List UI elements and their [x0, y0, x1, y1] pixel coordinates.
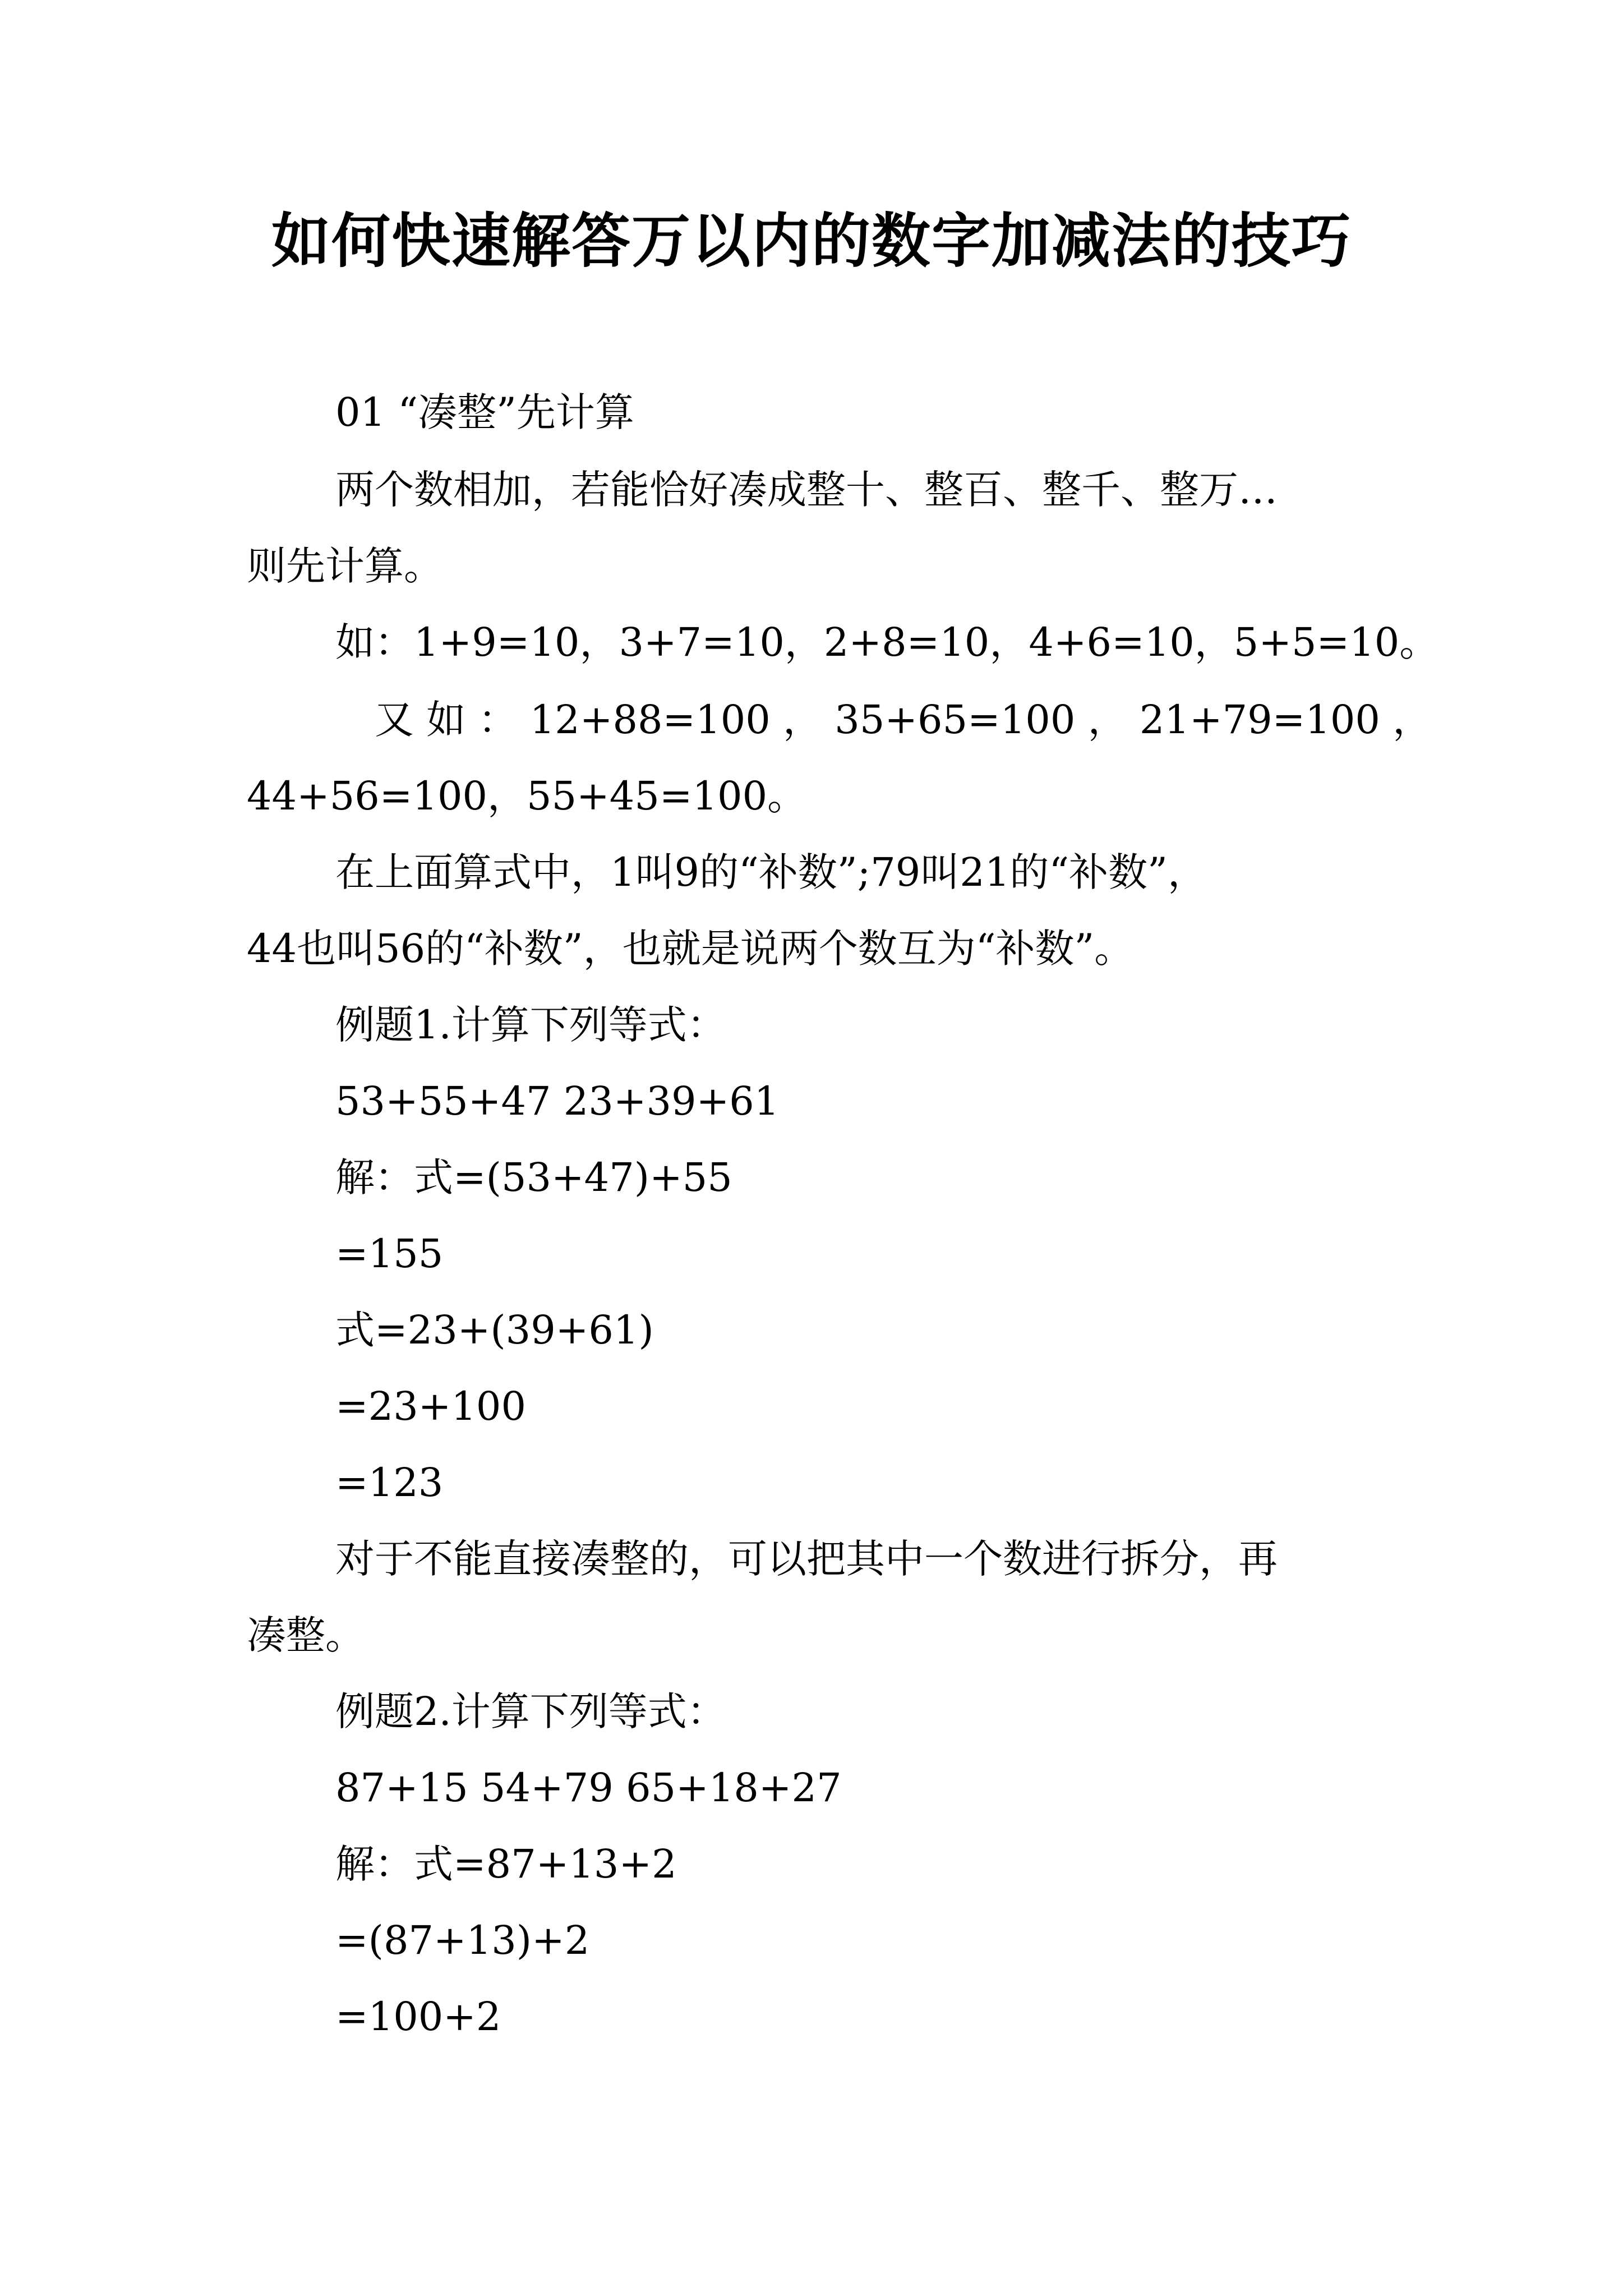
formula-line: 解：式=(53+47)+55: [335, 1154, 732, 1200]
paragraph-line: 凑整。: [247, 1612, 365, 1658]
formula-line: =23+100: [335, 1383, 526, 1429]
paragraph-line: 如：1+9=10，3+7=10，2+8=10，4+6=10，5+5=10。: [335, 619, 1439, 665]
example-heading: 例题1.计算下列等式：: [335, 1002, 726, 1048]
paragraph-line: 对于不能直接凑整的，可以把其中一个数进行拆分，再: [335, 1536, 1278, 1582]
paragraph-line: 两个数相加，若能恰好凑成整十、整百、整千、整万…: [335, 467, 1278, 513]
paragraph-line: 又 如 ： 12+88=100 ， 35+65=100 ， 21+79=100 ，: [375, 697, 1432, 743]
document-title: 如何快速解答万以内的数字加减法的技巧: [271, 207, 1352, 275]
formula-line: 解：式=87+13+2: [335, 1841, 677, 1887]
example-heading: 例题2.计算下列等式：: [335, 1688, 726, 1734]
paragraph-line: 44也叫56的“补数”，也就是说两个数互为“补数”。: [247, 926, 1134, 972]
paragraph-line: 在上面算式中，1叫9的“补数”;79叫21的“补数”，: [335, 849, 1207, 895]
formula-line: =155: [335, 1231, 444, 1277]
formula-line: =100+2: [335, 1994, 501, 2040]
paragraph-line: 则先计算。: [247, 543, 443, 589]
formula-line: =123: [335, 1460, 444, 1506]
formula-line: 87+15 54+79 65+18+27: [335, 1765, 842, 1811]
paragraph-line: 44+56=100，55+45=100。: [247, 773, 807, 819]
section-heading: 01 “凑整”先计算: [335, 389, 634, 435]
formula-line: 53+55+47 23+39+61: [335, 1078, 780, 1124]
formula-line: =(87+13)+2: [335, 1917, 590, 1963]
formula-line: 式=23+(39+61): [335, 1307, 654, 1353]
